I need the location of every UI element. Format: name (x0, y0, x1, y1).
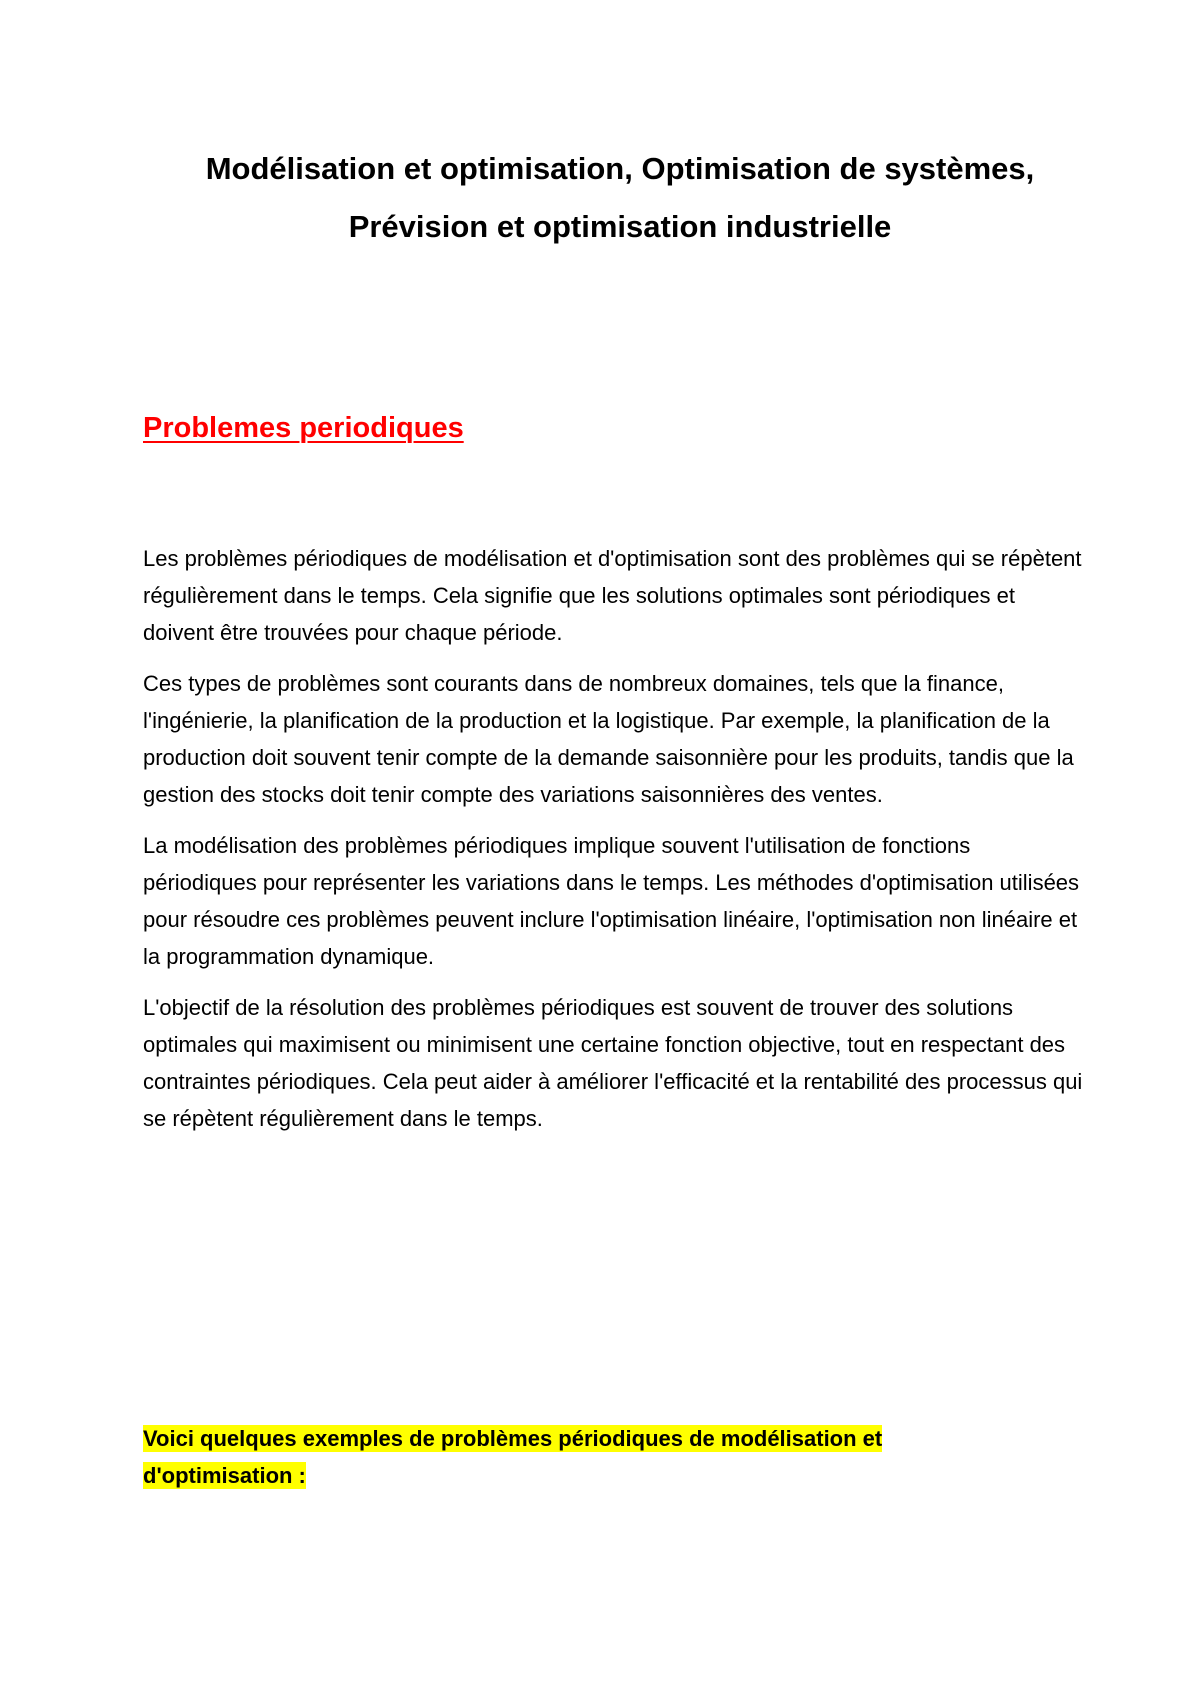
paragraph: La modélisation des problèmes périodiques implique souvent l'utilisation de fonctions périodiques pour représenter les variations dans le temps. Les méthodes d'optimisation utilisées pour résoudre ces problèmes peuvent inclure l'optimisation linéaire, l'optimisation non linéaire et la programmation dynamique. (143, 833, 1080, 969)
highlighted-intro-text: Voici quelques exemples de problèmes périodiques de modélisation et d'optimisation : (143, 1426, 883, 1488)
highlighted-intro (143, 1420, 1023, 1494)
body-text (143, 540, 1083, 1151)
section-heading: Problemes periodiques (143, 412, 464, 444)
document-title: Modélisation et optimisation, Optimisation de systèmes, Prévision et optimisation industrielle (205, 151, 1035, 244)
paragraph: L'objectif de la résolution des problèmes périodiques est souvent de trouver des solutions optimales qui maximisent ou minimisent une certaine fonction objective, tout en respectant des contraintes périodiques. Cela peut aider à améliorer l'efficacité et la rentabilité des processus qui se répètent régulièrement dans le temps. (143, 995, 1083, 1131)
paragraph: Les problèmes périodiques de modélisation et d'optimisation sont des problèmes qui se répètent régulièrement dans le temps. Cela signifie que les solutions optimales sont périodiques et doivent être trouvées pour chaque période. (143, 546, 1082, 645)
paragraph: Ces types de problèmes sont courants dans de nombreux domaines, tels que la finance, l'ingénierie, la planification de la production et la logistique. Par exemple, la planification de la production doit souvent tenir compte de la demande saisonnière pour les produits, tandis que la gestion des stocks doit tenir compte des variations saisonnières des ventes. (143, 671, 1074, 807)
